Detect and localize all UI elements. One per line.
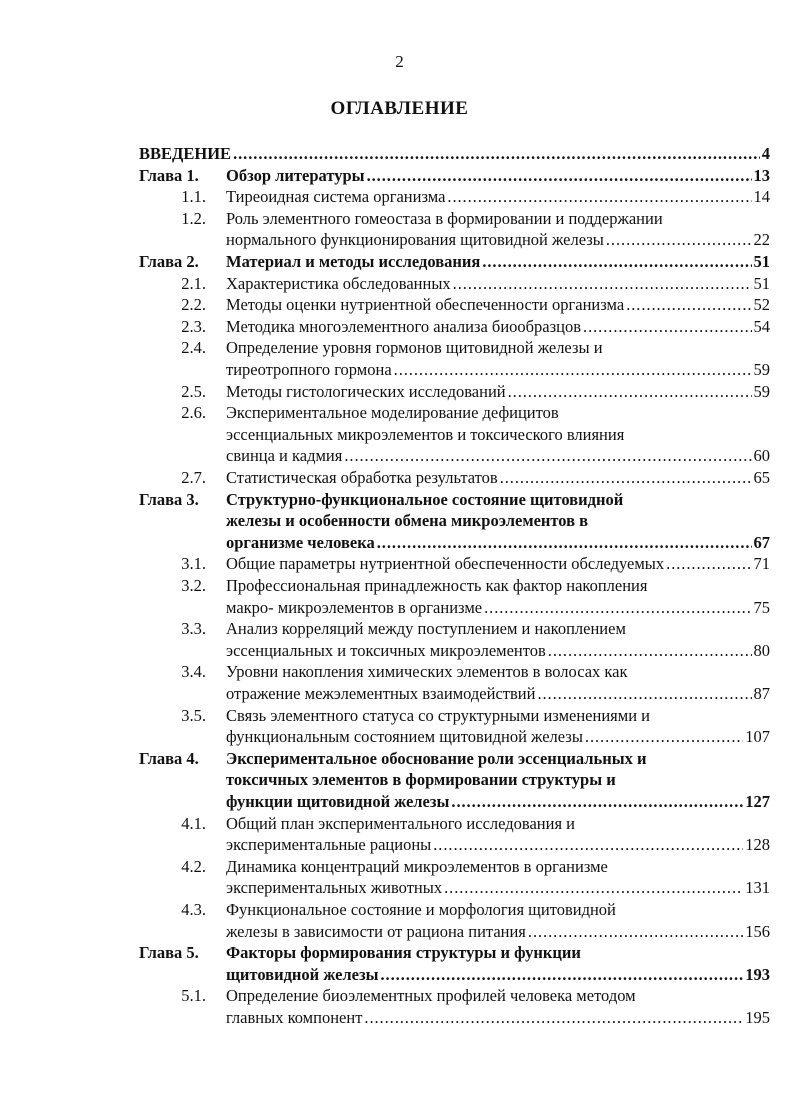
toc-entry-title-line: щитовидной железы <box>226 964 379 984</box>
toc-entry-title-line: Экспериментальное обоснование роли эссенциальных и <box>226 748 647 768</box>
toc-entry-title-line: экспериментальные рационы <box>226 835 432 855</box>
toc-page-number: 131 <box>745 878 770 898</box>
toc-section-entry[interactable] <box>0 467 799 489</box>
toc-section-entry[interactable] <box>0 705 799 748</box>
toc-entry-number: 4.1. <box>181 813 206 833</box>
toc-entry-number: Глава 5. <box>139 943 199 963</box>
toc-entry-title-line: функции щитовидной железы <box>226 791 450 811</box>
toc-page-number: 80 <box>753 640 770 660</box>
dot-leader <box>666 553 751 575</box>
toc-entry-title-line: токсичных элементов в формировании структуры и <box>226 770 616 790</box>
toc-page-number: 128 <box>745 835 770 855</box>
toc-entry-title-line: Статистическая обработка результатов <box>226 468 498 487</box>
toc-entry-number: 2.7. <box>181 468 206 487</box>
toc-entry-title-line: эссенциальных микроэлементов и токсического влияния <box>226 424 625 444</box>
toc-section-entry[interactable] <box>0 813 799 856</box>
toc-entry-title-line: Уровни накопления химических элементов в волосах как <box>226 662 628 682</box>
toc-page-number: 60 <box>753 446 770 466</box>
toc-entry-title-line: Динамика концентраций микроэлементов в организме <box>226 856 608 876</box>
toc-entry-title-line: Методика многоэлементного анализа биообразцов <box>226 316 582 336</box>
toc-entry-title-line: Профессиональная принадлежность как фактор накопления <box>226 576 648 595</box>
dot-leader <box>451 791 743 813</box>
toc-page-number: 156 <box>745 921 770 941</box>
dot-leader <box>367 165 752 187</box>
toc-section-entry[interactable] <box>0 208 799 251</box>
toc-page-number: 51 <box>753 252 770 271</box>
toc-entry-number: 2.6. <box>181 403 206 423</box>
toc-entry-number: 3.2. <box>181 576 206 595</box>
dot-leader <box>528 921 743 943</box>
page-number: 2 <box>395 52 404 71</box>
toc-entry-title-line: Определение биоэлементных профилей человека методом <box>226 986 636 1006</box>
toc-page-number: 52 <box>753 295 770 315</box>
toc-page-number: 71 <box>753 554 770 574</box>
toc-entry-title-line: Методы гистологических исследований <box>226 381 506 401</box>
toc-page-number: 127 <box>745 791 770 811</box>
toc-section-entry[interactable] <box>0 575 799 618</box>
toc-entry-number: Глава 3. <box>139 489 199 509</box>
toc-entry-title-line: эссенциальных и токсичных микроэлементов <box>226 640 546 660</box>
dot-leader <box>606 229 752 251</box>
toc-entry-title-line: Связь элементного статуса со структурными изменениями и <box>226 705 650 725</box>
toc-chapter-entry[interactable] <box>0 748 799 813</box>
toc-section-entry[interactable] <box>0 985 799 1028</box>
toc-entry-number: 4.3. <box>181 900 206 919</box>
toc-entry-title-line: Функциональное состояние и морфология щитовидной <box>226 900 616 919</box>
toc-page-number: 59 <box>753 381 770 401</box>
toc-chapter-entry[interactable] <box>0 942 799 985</box>
toc-entry-number: 5.1. <box>181 986 206 1006</box>
toc-entry-title-line: экспериментальных животных <box>226 878 443 898</box>
toc-entry-title-line: организме человека <box>226 532 375 552</box>
toc-page-number: 65 <box>753 468 770 487</box>
toc-section-entry[interactable] <box>0 661 799 704</box>
toc-entry-title-line: Тиреоидная система организма <box>226 187 446 207</box>
dot-leader <box>508 381 752 403</box>
toc-page-number: 54 <box>753 316 770 336</box>
toc-entry-number: 3.3. <box>181 619 206 639</box>
toc-section-entry[interactable] <box>0 273 799 295</box>
toc-entry-title-line: Структурно-функциональное состояние щитовидной <box>226 489 624 509</box>
toc-section-entry[interactable] <box>0 337 799 380</box>
toc-page-number: 13 <box>753 165 770 185</box>
dot-leader <box>394 359 752 381</box>
dot-leader <box>626 294 751 316</box>
toc-section-entry[interactable] <box>0 381 799 403</box>
dot-leader <box>233 143 760 165</box>
toc-section-entry[interactable] <box>0 899 799 942</box>
toc-section-entry[interactable] <box>0 402 799 467</box>
toc-page-number: 4 <box>761 144 770 163</box>
toc-entry-number: 2.2. <box>181 295 206 315</box>
toc-entry-title-line: Характеристика обследованных <box>226 273 451 293</box>
toc-entry-title-line: Обзор литературы <box>226 165 365 185</box>
dot-leader <box>364 1007 743 1029</box>
toc-entry-number: 2.3. <box>181 316 206 336</box>
toc-entry-title-line: Материал и методы исследования <box>226 252 481 271</box>
toc-entry-number: 2.1. <box>181 273 206 293</box>
toc-section-entry[interactable] <box>0 856 799 899</box>
toc-intro-entry[interactable] <box>0 143 799 165</box>
dot-leader <box>444 877 743 899</box>
toc-section-entry[interactable] <box>0 618 799 661</box>
toc-entry-number: Глава 1. <box>139 165 199 185</box>
toc-entry-title-line: нормального функционирования щитовидной железы <box>226 230 604 250</box>
toc-section-entry[interactable] <box>0 553 799 575</box>
toc-entry-number: 3.5. <box>181 705 206 725</box>
toc-entry-title-line: Общие параметры нутриентной обеспеченности обследуемых <box>226 554 665 574</box>
dot-leader <box>433 834 743 856</box>
toc-chapter-entry[interactable] <box>0 489 799 554</box>
toc-entry-number: Глава 2. <box>139 252 199 271</box>
toc-title: ОГЛАВЛЕНИЕ <box>330 98 469 119</box>
toc-entry-title-line: главных компонент <box>226 1007 363 1027</box>
toc-entry-title-line: Экспериментальное моделирование дефицитов <box>226 403 559 423</box>
toc-entry-number: 1.1. <box>181 187 206 207</box>
dot-leader <box>583 316 751 338</box>
dot-leader <box>344 445 751 467</box>
toc-entry-title-line: Методы оценки нутриентной обеспеченности организма <box>226 295 625 315</box>
toc-entry-number: 3.4. <box>181 662 206 682</box>
toc-entry-title-line: Определение уровня гормонов щитовидной железы и <box>226 338 603 358</box>
dot-leader <box>500 467 752 489</box>
toc-entry-number: Глава 4. <box>139 748 199 768</box>
toc-chapter-entry[interactable] <box>0 251 799 273</box>
toc-page-number: 22 <box>753 230 770 250</box>
toc-entry-number: 2.4. <box>181 338 206 358</box>
toc-section-entry[interactable] <box>0 316 799 338</box>
toc-entry-title-line: функциональным состоянием щитовидной железы <box>226 727 583 747</box>
toc-entry-number: 1.2. <box>181 208 206 228</box>
dot-leader <box>484 597 751 619</box>
toc-page-number: 193 <box>745 964 770 984</box>
toc-entry-title-line: Роль элементного гомеостаза в формировании и поддержании <box>226 208 663 228</box>
toc-page-number: 195 <box>745 1007 770 1027</box>
toc-page-number: 107 <box>745 727 770 747</box>
dot-leader <box>537 683 751 705</box>
toc-entry-number: 2.5. <box>181 381 206 401</box>
toc-page-number: 51 <box>753 273 770 293</box>
dot-leader <box>548 640 752 662</box>
toc-entry-number: 4.2. <box>181 856 206 876</box>
toc-entry-title-line: свинца и кадмия <box>226 446 343 466</box>
toc-entry-title-line: Общий план экспериментального исследования и <box>226 813 575 833</box>
toc-page-number: 75 <box>753 597 770 617</box>
toc-entry-title-line: железы в зависимости от рациона питания <box>226 921 526 941</box>
dot-leader <box>482 251 751 273</box>
toc-entry-title-line: макро- микроэлементов в организме <box>226 597 483 617</box>
toc-entry-title-line: отражение межэлементных взаимодействий <box>226 683 536 703</box>
toc-entry-title-line: ВВЕДЕНИЕ <box>139 144 232 163</box>
toc-entry-title-line: железы и особенности обмена микроэлементов в <box>226 511 589 531</box>
toc-page-number: 59 <box>753 359 770 379</box>
toc-page-number: 87 <box>753 683 770 703</box>
dot-leader <box>380 964 743 986</box>
toc-section-entry[interactable] <box>0 186 799 208</box>
toc-section-entry[interactable] <box>0 294 799 316</box>
dot-leader <box>447 186 751 208</box>
toc-chapter-entry[interactable] <box>0 165 799 187</box>
dot-leader <box>377 532 752 554</box>
toc-entry-number: 3.1. <box>181 554 206 574</box>
toc-entry-title-line: тиреотропного гормона <box>226 359 392 379</box>
toc-entry-title-line: Анализ корреляций между поступлением и накоплением <box>226 619 626 639</box>
toc-page-number: 14 <box>753 187 770 207</box>
toc-entry-title-line: Факторы формирования структуры и функции <box>226 943 581 963</box>
dot-leader <box>585 726 743 748</box>
dot-leader <box>453 273 752 295</box>
toc-page-number: 67 <box>753 532 770 552</box>
